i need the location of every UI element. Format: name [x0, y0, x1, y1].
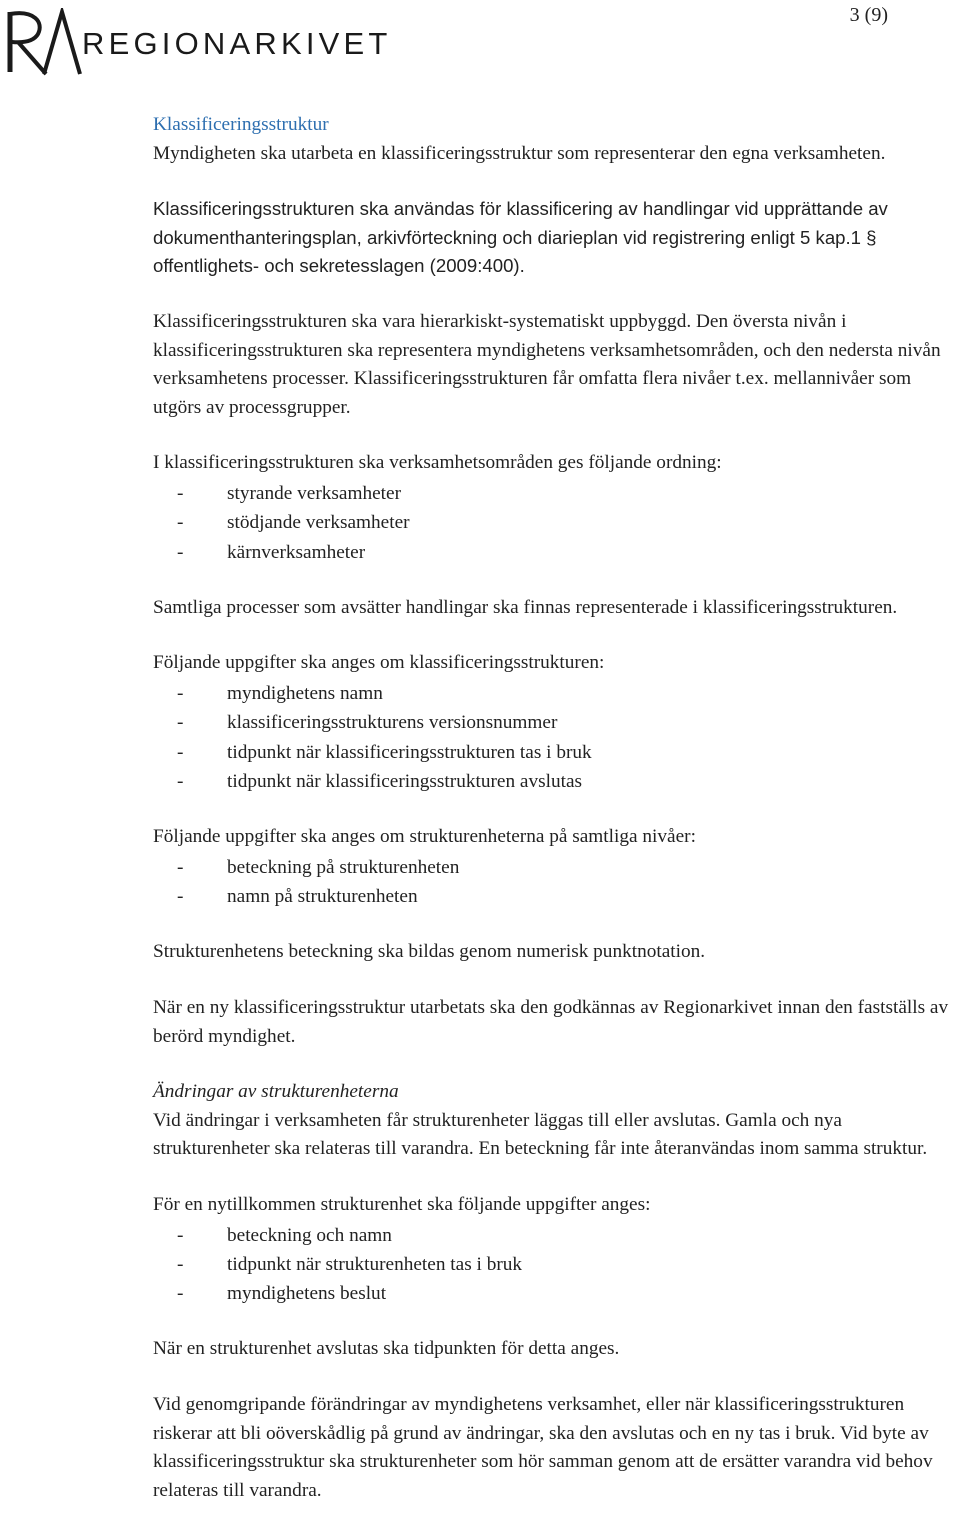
document-body: [153, 111, 953, 1505]
list-item: - beteckning och namn: [153, 1221, 953, 1250]
list-item: - myndighetens namn: [153, 679, 953, 708]
paragraph-usage: Klassificeringsstrukturen ska användas för klassificering av handlingar vid upprättande av dokumenthanteringsplan, arkivförteckning och diarieplan vid registrering enligt 5 kap.1 § offentlighets- och sekretesslagen (2009:400).: [153, 198, 888, 277]
section-heading-andringar: Ändringar av strukturenheterna: [153, 1081, 399, 1103]
page-number: 3 (9): [849, 4, 888, 26]
unit-info-list: [153, 853, 953, 912]
paragraph-structure-info-intro: Följande uppgifter ska anges om klassificeringsstrukturen:: [153, 652, 605, 674]
list-item: - kärnverksamheter: [153, 538, 953, 567]
paragraph-intro: Myndigheten ska utarbeta en klassificeringsstruktur som representerar den egna verksamheten.: [153, 142, 886, 164]
logo-wordmark: REGIONARKIVET: [82, 26, 392, 61]
structure-info-list: [153, 679, 953, 796]
order-list: [153, 479, 953, 567]
list-item: - namn på strukturenheten: [153, 882, 953, 911]
section-heading-klassificeringsstruktur: Klassificeringsstruktur: [153, 114, 329, 135]
paragraph-processes: Samtliga processer som avsätter handlingar ska finnas representerade i klassificeringsstrukturen.: [153, 596, 898, 618]
list-item: - tidpunkt när klassificeringsstrukturen tas i bruk: [153, 738, 953, 767]
list-item: - myndighetens beslut: [153, 1279, 953, 1308]
paragraph-unit-info-intro: Följande uppgifter ska anges om strukturenheterna på samtliga nivåer:: [153, 826, 696, 848]
paragraph-new-unit-intro: För en nytillkommen strukturenhet ska följande uppgifter anges:: [153, 1193, 651, 1215]
paragraph-changes: Vid ändringar i verksamheten får strukturenheter läggas till eller avslutas. Gamla och nya strukturenheter ska relateras till varandra. En beteckning får inte återanvändas inom samma struktur.: [153, 1109, 928, 1160]
regionarkivet-logo: [4, 8, 414, 76]
new-unit-list: [153, 1221, 953, 1309]
ra-logo-mark-icon: [4, 8, 82, 76]
list-item: - tidpunkt när klassificeringsstrukturen avslutas: [153, 767, 953, 796]
paragraph-hierarchy: Klassificeringsstrukturen ska vara hierarkiskt-systematiskt uppbyggd. Den översta nivån i klassificeringsstrukturen ska representera myndighetens verksamhetsområden, och den nedersta nivån verksamhetens processer. Klassificeringsstrukturen får omfatta flera nivåer t.ex. mellannivåer som utgörs av processgrupper.: [153, 310, 941, 418]
paragraph-order-intro: I klassificeringsstrukturen ska verksamhetsområden ges följande ordning:: [153, 452, 722, 474]
paragraph-approval: När en ny klassificeringsstruktur utarbetats ska den godkännas av Regionarkivet innan den fastställs av berörd myndighet.: [153, 996, 949, 1047]
list-item: - stödjande verksamheter: [153, 508, 953, 537]
paragraph-notation: Strukturenhetens beteckning ska bildas genom numerisk punktnotation.: [153, 941, 706, 963]
list-item: - styrande verksamheter: [153, 479, 953, 508]
list-item: - klassificeringsstrukturens versionsnummer: [153, 708, 953, 737]
paragraph-closing-unit: När en strukturenhet avslutas ska tidpunkten för detta anges.: [153, 1338, 620, 1360]
list-item: - tidpunkt när strukturenheten tas i bruk: [153, 1250, 953, 1279]
list-item: - beteckning på strukturenheten: [153, 853, 953, 882]
paragraph-major-changes: Vid genomgripande förändringar av myndighetens verksamhet, eller när klassificeringsstrukturen riskerar att bli oöverskådlig på grund av ändringar, ska den avslutas och en ny tas i bruk. Vid byte av klassificeringsstruktur ska strukturenheter som hör samman genom att de ersätter varandra vid behov relateras till varandra.: [153, 1394, 933, 1501]
